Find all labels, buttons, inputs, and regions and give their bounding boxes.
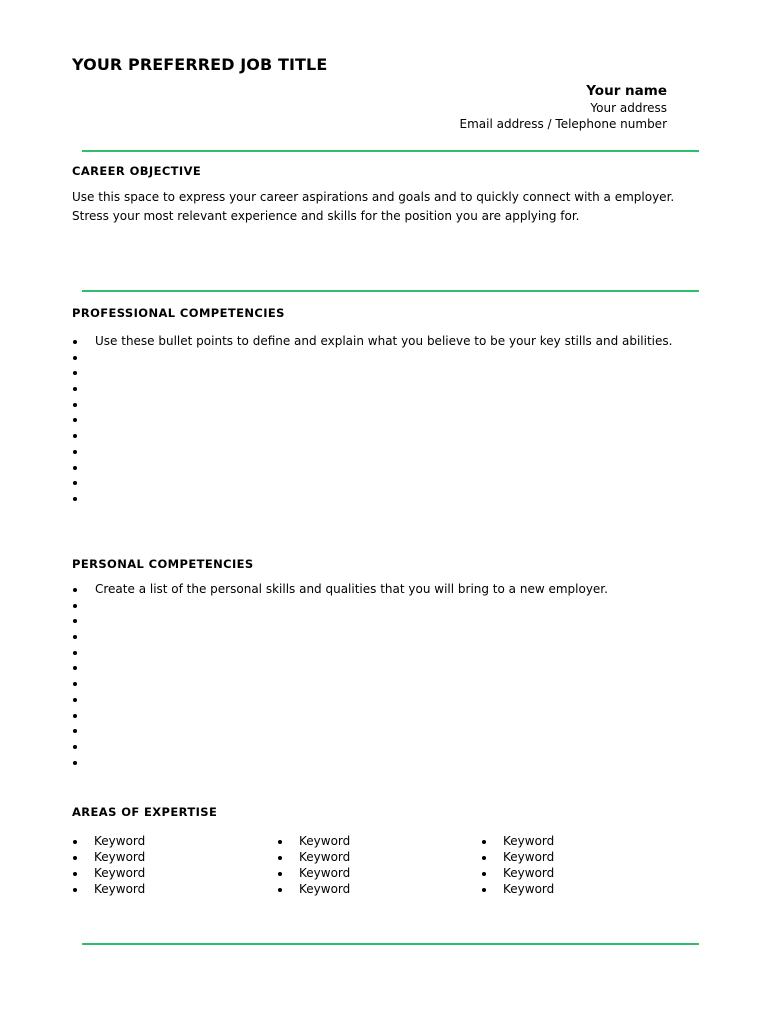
list-item xyxy=(72,692,608,708)
career-objective-text: Use this space to express your career aspirations and goals and to quickly connect with a employer. Stress your most relevant experience and skills for the position you are applying for. xyxy=(72,190,675,223)
your-name: Your name xyxy=(586,83,667,99)
your-address: Your address xyxy=(590,101,667,115)
career-objective-heading: CAREER OBJECTIVE xyxy=(72,164,202,178)
list-item xyxy=(72,660,608,676)
personal-competencies-list xyxy=(72,582,608,770)
keyword-item: Keyword xyxy=(277,850,350,866)
list-item xyxy=(72,350,672,366)
list-item xyxy=(72,723,608,739)
list-item xyxy=(72,676,608,692)
list-item: Create a list of the personal skills and qualities that you will bring to a new employer. xyxy=(72,582,608,598)
list-item: Use these bullet points to define and explain what you believe to be your key stills and abilities. xyxy=(72,334,672,350)
keyword-item: Keyword xyxy=(481,882,554,898)
list-item xyxy=(72,491,672,507)
list-item xyxy=(72,739,608,755)
list-item xyxy=(72,365,672,381)
list-item xyxy=(72,629,608,645)
list-item xyxy=(72,475,672,491)
expertise-column-2 xyxy=(277,834,350,898)
expertise-column-3 xyxy=(481,834,554,898)
divider-bottom xyxy=(82,943,699,945)
contact-block xyxy=(459,82,667,132)
keyword-item: Keyword xyxy=(277,882,350,898)
professional-competencies-heading: PROFESSIONAL COMPETENCIES xyxy=(72,306,285,320)
list-item xyxy=(72,598,608,614)
job-title: YOUR PREFERRED JOB TITLE xyxy=(72,55,328,74)
keyword-item: Keyword xyxy=(481,850,554,866)
divider-middle xyxy=(82,290,699,292)
keyword-item: Keyword xyxy=(277,866,350,882)
list-item xyxy=(72,444,672,460)
list-item xyxy=(72,428,672,444)
list-item xyxy=(72,412,672,428)
keyword-item: Keyword xyxy=(481,866,554,882)
divider-top xyxy=(82,150,699,152)
list-item xyxy=(72,460,672,476)
list-item xyxy=(72,381,672,397)
keyword-item: Keyword xyxy=(481,834,554,850)
list-item xyxy=(72,755,608,771)
email-telephone: Email address / Telephone number xyxy=(459,117,667,131)
keyword-item: Keyword xyxy=(72,882,145,898)
keyword-item: Keyword xyxy=(72,850,145,866)
personal-competencies-heading: PERSONAL COMPETENCIES xyxy=(72,557,254,571)
keyword-item: Keyword xyxy=(72,834,145,850)
list-item xyxy=(72,613,608,629)
list-item xyxy=(72,708,608,724)
keyword-item: Keyword xyxy=(72,866,145,882)
list-item xyxy=(72,645,608,661)
expertise-column-1 xyxy=(72,834,145,898)
professional-competencies-list xyxy=(72,334,672,507)
list-item xyxy=(72,397,672,413)
areas-of-expertise-heading: AREAS OF EXPERTISE xyxy=(72,805,218,819)
keyword-item: Keyword xyxy=(277,834,350,850)
